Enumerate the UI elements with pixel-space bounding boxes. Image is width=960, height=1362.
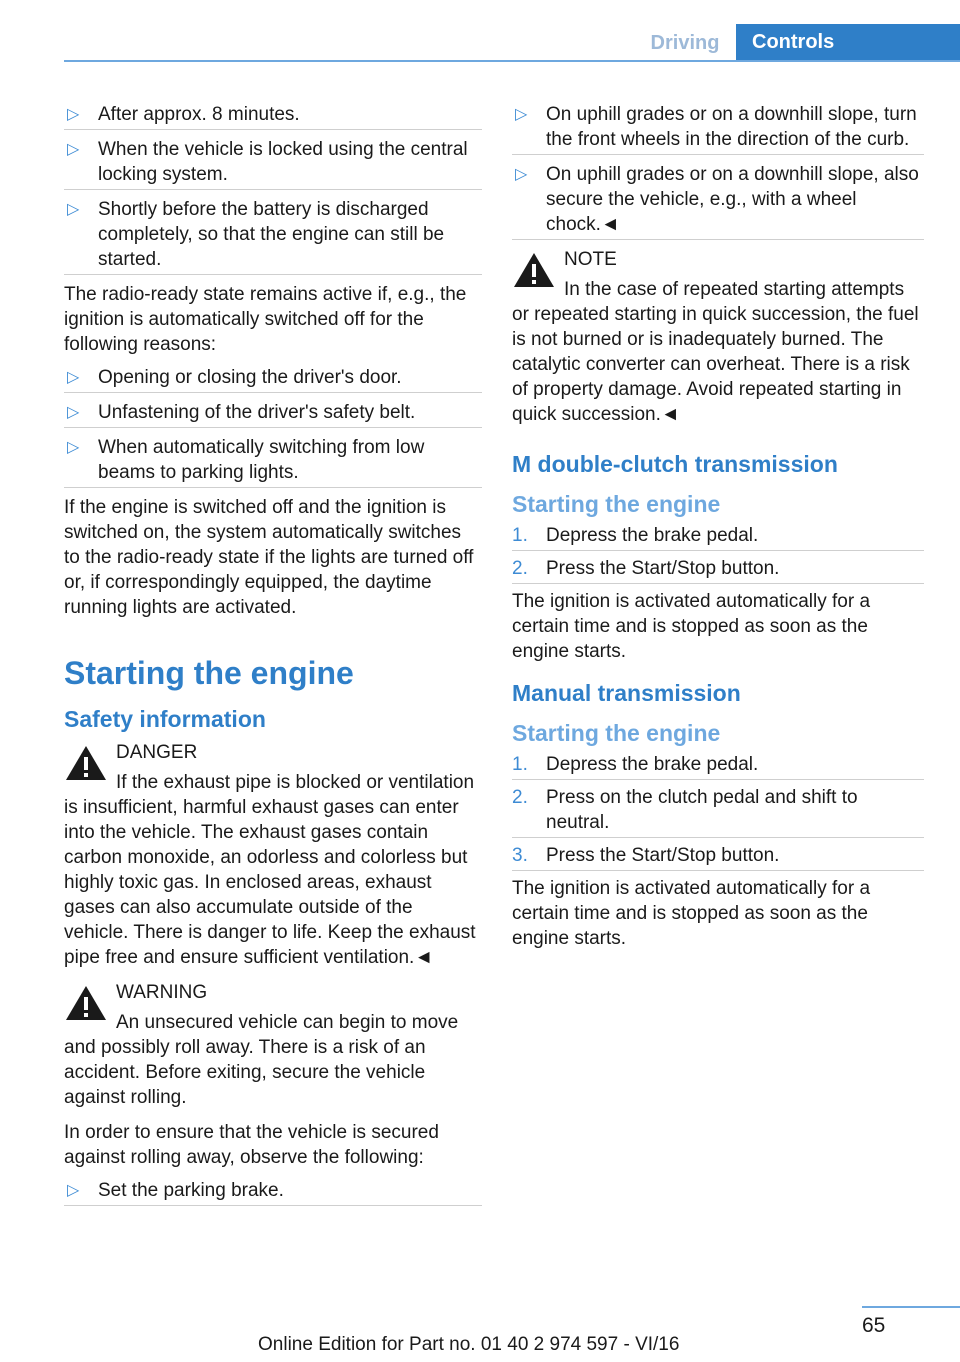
warning-triangle-icon — [64, 744, 108, 782]
step-number: 3. — [512, 845, 528, 866]
list-item: ▷ After approx. 8 minutes. — [64, 102, 482, 130]
bullet-icon: ▷ — [67, 404, 80, 421]
bullet-icon: ▷ — [515, 166, 528, 183]
bullet-list — [512, 102, 924, 240]
paragraph: In order to ensure that the vehicle is secured against rolling away, observe the following: — [64, 1122, 439, 1168]
bullet-icon: ▷ — [67, 141, 80, 158]
warning-triangle-icon — [512, 251, 556, 289]
subsection-heading: Safety information — [64, 706, 266, 732]
list-item: ▷ On uphill grades or on a downhill slope, turn the front wheels in the direction of the curb. — [512, 102, 924, 155]
list-item: 3. Press the Start/Stop button. — [512, 843, 924, 871]
warning-text: An unsecured vehicle can begin to move and possibly roll away. There is a risk of an accident. Before exiting, secure the vehicle against rolling. — [64, 1012, 459, 1108]
paragraph: The ignition is activated automatically for a certain time and is stopped as soon as the engine starts. — [512, 878, 871, 949]
header-rule — [64, 60, 960, 62]
list-item: 2. Press on the clutch pedal and shift to neutral. — [512, 785, 924, 838]
edition-footer: Online Edition for Part no. 01 40 2 974 597 - VI/16 — [258, 1334, 680, 1355]
list-item: ▷ When automatically switching from low beams to parking lights. — [64, 435, 482, 488]
numbered-list — [512, 523, 924, 584]
left-column — [64, 102, 482, 1213]
list-item: ▷ When the vehicle is locked using the central locking system. — [64, 137, 482, 190]
footer-rule — [862, 1306, 960, 1308]
warning-notice — [64, 980, 482, 1110]
step-number: 2. — [512, 558, 528, 579]
subsection-heading: Manual transmission — [512, 680, 741, 706]
header-chapter-tab[interactable]: Controls — [736, 24, 960, 60]
step-number: 2. — [512, 787, 528, 808]
note-label: NOTE — [564, 249, 617, 270]
bullet-icon: ▷ — [67, 106, 80, 123]
step-number: 1. — [512, 525, 528, 546]
section-heading: Starting the engine — [64, 655, 354, 691]
warning-triangle-icon — [64, 984, 108, 1022]
note-notice — [512, 247, 924, 427]
danger-text: If the exhaust pipe is blocked or ventilation is insufficient, harmful exhaust gases can enter into the vehicle. The exhaust gases contain carbon monoxide, an odorless and colorless but highly toxic gas. In enclosed areas, exhaust gases can also accumulate outside of the vehicle. There is danger to life. Keep the exhaust pipe free and ensure sufficient ventilation.◄ — [64, 772, 476, 968]
list-item: ▷ Set the parking brake. — [64, 1178, 482, 1206]
warning-label: WARNING — [116, 982, 208, 1003]
minor-heading: Starting the engine — [512, 720, 721, 746]
list-item: ▷ Unfastening of the driver's safety belt. — [64, 400, 482, 428]
right-column — [512, 102, 924, 959]
note-text: In the case of repeated starting attempts or repeated starting in quick succession, the fuel is not burned or is inadequately burned. The catalytic converter can overheat. There is a risk of property damage. Avoid repeated starting in quick succession.◄ — [512, 279, 919, 425]
bullet-list — [64, 1178, 482, 1206]
list-item: 1. Depress the brake pedal. — [512, 752, 924, 780]
paragraph: The radio-ready state remains active if, e.g., the ignition is automatically switched off for the following reasons: — [64, 284, 467, 355]
paragraph: The ignition is activated automatically for a certain time and is stopped as soon as the engine starts. — [512, 591, 871, 662]
bullet-list — [64, 365, 482, 488]
subsection-heading: M double-clutch transmission — [512, 451, 838, 477]
list-item: ▷ Shortly before the battery is discharged completely, so that the engine can still be started. — [64, 197, 482, 275]
page-number: 65 — [862, 1314, 886, 1337]
minor-heading: Starting the engine — [512, 491, 721, 517]
step-number: 1. — [512, 754, 528, 775]
bullet-list — [64, 102, 482, 275]
header-section-tab[interactable]: Driving — [650, 32, 720, 54]
bullet-icon: ▷ — [67, 1182, 80, 1199]
danger-label: DANGER — [116, 742, 198, 763]
bullet-icon: ▷ — [67, 369, 80, 386]
list-item: 1. Depress the brake pedal. — [512, 523, 924, 551]
danger-notice — [64, 740, 482, 970]
bullet-icon: ▷ — [67, 201, 80, 218]
list-item: ▷ On uphill grades or on a downhill slope, also secure the vehicle, e.g., with a wheel chock.◄ — [512, 162, 924, 240]
paragraph: If the engine is switched off and the ignition is switched on, the system automatically switches to the radio-ready state if the lights are turned off or, if correspondingly equipped, the daytime running lights are activated. — [64, 497, 474, 618]
bullet-icon: ▷ — [67, 439, 80, 456]
list-item: 2. Press the Start/Stop button. — [512, 556, 924, 584]
numbered-list — [512, 752, 924, 871]
list-item: ▷ Opening or closing the driver's door. — [64, 365, 482, 393]
bullet-icon: ▷ — [515, 106, 528, 123]
